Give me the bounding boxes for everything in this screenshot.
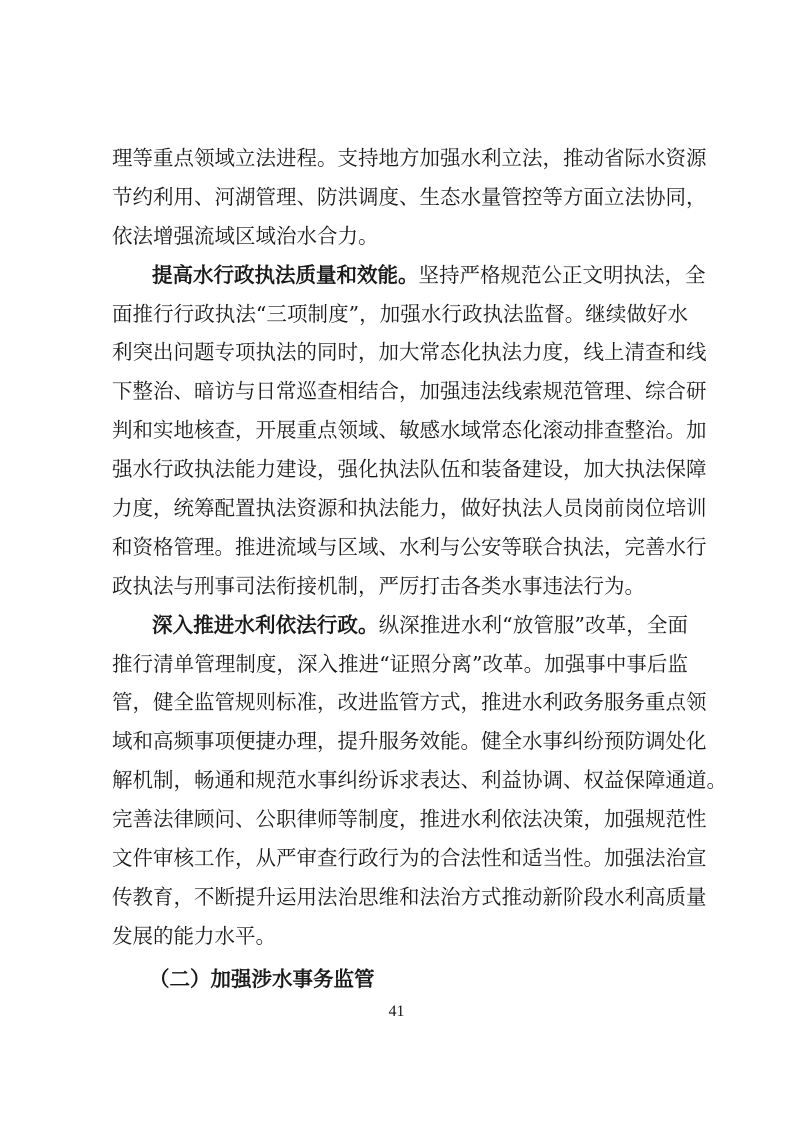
paragraph-2-line-9: 政执法与刑事司法衔接机制，严厉打击各类水事违法行为。 xyxy=(112,573,645,598)
paragraph-2-line-4: 下整治、暗访与日常巡查相结合，加强违法线索规范管理、综合研 xyxy=(112,379,707,404)
paragraph-3-line-1-text: 纵深推进水利“放管服”改革，全面 xyxy=(378,612,688,637)
paragraph-2-line-2: 面推行行政执法“三项制度”，加强水行政执法监督。继续做好水 xyxy=(112,301,688,326)
paragraph-3-line-6: 完善法律顾问、公职律师等制度，推进水利依法决策，加强规范性 xyxy=(112,807,707,832)
paragraph-2-line-8: 和资格管理。推进流域与区域、水利与公安等联合执法，完善水行 xyxy=(112,534,707,559)
paragraph-3-line-2: 推行清单管理制度，深入推进“证照分离”改革。加强事中事后监 xyxy=(112,651,688,676)
paragraph-2-line-5: 判和实地核查，开展重点领域、敏感水域常态化滚动排查整治。加 xyxy=(112,418,707,443)
paragraph-3-line-3: 管，健全监管规则标准，改进监管方式，推进水利政务服务重点领 xyxy=(112,690,707,715)
paragraph-3-line-4: 域和高频事项便捷办理，提升服务效能。健全水事纠纷预防调处化 xyxy=(112,729,707,754)
paragraph-2-line-1 xyxy=(112,256,706,295)
paragraph-1-line-3: 依法增强流域区域治水合力。 xyxy=(112,223,379,248)
page-number: 41 xyxy=(388,1003,405,1020)
paragraph-1-line-2: 节约利用、河湖管理、防洪调度、生态水量管控等方面立法协同， xyxy=(112,184,707,209)
paragraph-2-line-6: 强水行政执法能力建设，强化执法队伍和装备建设，加大执法保障 xyxy=(112,457,707,482)
paragraph-3-line-7: 文件审核工作，从严审查行政行为的合法性和适当性。加强法治宣 xyxy=(112,846,707,871)
body-text xyxy=(112,139,727,956)
paragraph-3-line-5: 解机制，畅通和规范水事纠纷诉求表达、利益协调、权益保障通道。 xyxy=(112,768,727,793)
paragraph-1-line-1: 理等重点领域立法进程。支持地方加强水利立法，推动省际水资源 xyxy=(112,146,707,170)
paragraph-3-line-9: 发展的能力水平。 xyxy=(112,923,276,948)
paragraph-3-line-1 xyxy=(112,606,688,645)
section-heading: （二）加强涉水事务监管 xyxy=(149,967,375,991)
paragraph-2-line-7: 力度，统筹配置执法资源和执法能力，做好执法人员岗前岗位培训 xyxy=(112,496,707,521)
paragraph-2-line-1-text: 坚持严格规范公正文明执法，全 xyxy=(418,262,706,287)
paragraph-3-lead: 深入推进水利依法行政。 xyxy=(152,612,379,637)
paragraph-3-line-8: 传教育，不断提升运用法治思维和法治方式推动新阶段水利高质量 xyxy=(112,884,707,909)
paragraph-2-line-3: 利突出问题专项执法的同时，加大常态化执法力度，线上清查和线 xyxy=(112,340,707,365)
paragraph-2-lead: 提高水行政执法质量和效能。 xyxy=(152,262,419,287)
